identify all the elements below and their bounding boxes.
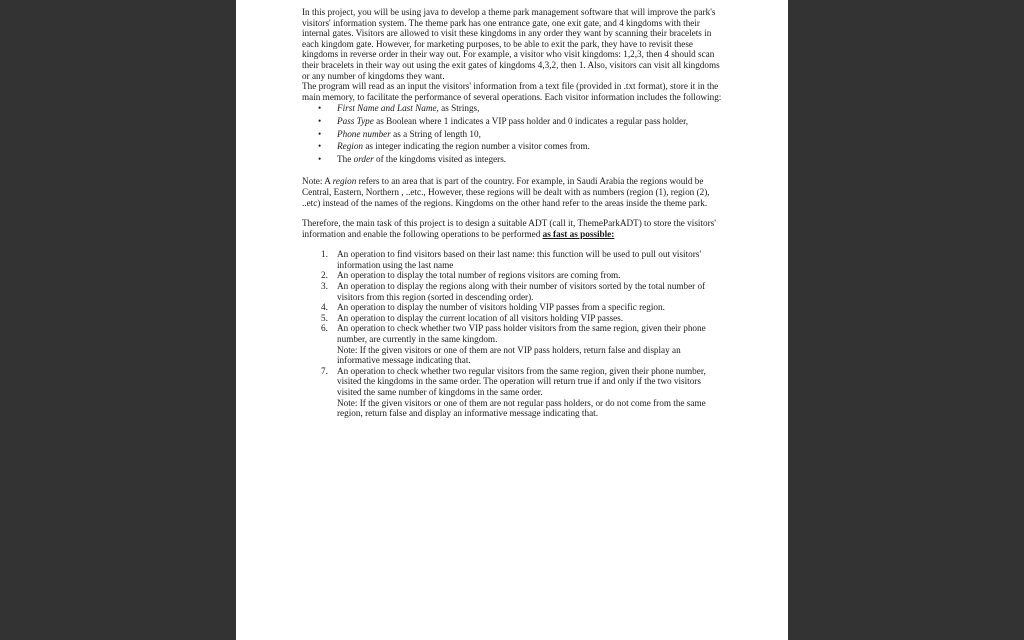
list-item: • Phone number as a String of length 10, bbox=[318, 128, 481, 139]
input-description: The program will read as an input the visitors' information from a text file (provided in .txt format), store it in the main memory, to facilitate the performance of several operations. Each visitor information includes the following: bbox=[302, 81, 722, 102]
list-item: 2. An operation to display the total number of regions visitors are coming from. bbox=[321, 270, 621, 281]
bullet-icon: • bbox=[318, 153, 322, 164]
bullet-icon: • bbox=[318, 128, 322, 139]
bullet-icon: • bbox=[318, 103, 322, 114]
list-item: • Region as integer indicating the region number a visitor comes from. bbox=[318, 141, 590, 152]
list-item: 3. An operation to display the regions along with their number of visitors sorted by the total number of visitors from this region (sorted in descending order). bbox=[321, 281, 706, 302]
emphasis-text: as fast as possible: bbox=[542, 228, 615, 239]
list-item: 5. An operation to display the current location of all visitors holding VIP passes. bbox=[321, 312, 624, 323]
document-body bbox=[302, 7, 722, 419]
list-item: 4. An operation to display the number of visitors holding VIP passes from a specific region. bbox=[321, 302, 665, 313]
list-item: 7. An operation to check whether two regular visitors from the same region, given their phone number, visited the kingdoms in the same order. The operation will return true if and only if the two visitors visited the same number of kingdoms in the same order. Note: If the given visitors or one of them are not regular pass holders, or do not come from the same region, return false and display an informative message indicating that. bbox=[321, 365, 706, 419]
list-item: • The order of the kingdoms visited as integers. bbox=[318, 153, 507, 164]
list-item: • Pass Type as Boolean where 1 indicates a VIP pass holder and 0 indicates a regular pass holder, bbox=[318, 115, 689, 126]
intro-paragraph: In this project, you will be using java to develop a theme park management software that will improve the park's visitors' information system. The theme park has one entrance gate, one exit gate, and 4 kingdoms with their internal gates. Visitors are allowed to visit these kingdoms in any order they want by scanning their bracelets in each kingdom gate. However, for marketing purposes, to be able to exit the park, they have to revisit these kingdoms in reverse order in their way out. For example, a visitor who visit kingdoms: 1,2,3, then 4 should scan their bracelets in their way out using the exit gates of kingdoms 4,3,2, then 1. Also, visitors can visit all kingdoms or any number of kingdoms they want. bbox=[302, 7, 720, 81]
operations-list bbox=[302, 249, 722, 419]
list-item: 6. An operation to check whether two VIP pass holder visitors from the same region, given their phone number, are currently in the same kingdom. Note: If the given visitors or one of them are not VIP pass holders, return false and display an informative message indicating that. bbox=[321, 323, 706, 366]
document-page bbox=[236, 0, 788, 640]
list-item: 1. An operation to find visitors based on their last name: this function will be used to pull out visitors' information using the last name bbox=[321, 249, 702, 270]
region-note: Note: A region refers to an area that is part of the country. For example, in Saudi Arabia the regions would be Central, Eastern, Northern , ..etc., However, these regions will be dealt with as numbers (region (1), region (2), ..etc) instead of the names of the regions. Kingdoms on the other hand refer to the areas inside the theme park. bbox=[302, 176, 710, 208]
bullet-icon: • bbox=[318, 115, 322, 126]
list-item: • First Name and Last Name, as Strings, bbox=[318, 103, 480, 114]
task-paragraph: Therefore, the main task of this project is to design a suitable ADT (call it, ThemeParkADT) to store the visitors' information and enable the following operations to be performed as fast as possible: bbox=[302, 218, 716, 239]
visitor-fields-list bbox=[302, 103, 722, 164]
bullet-icon: • bbox=[318, 141, 322, 152]
